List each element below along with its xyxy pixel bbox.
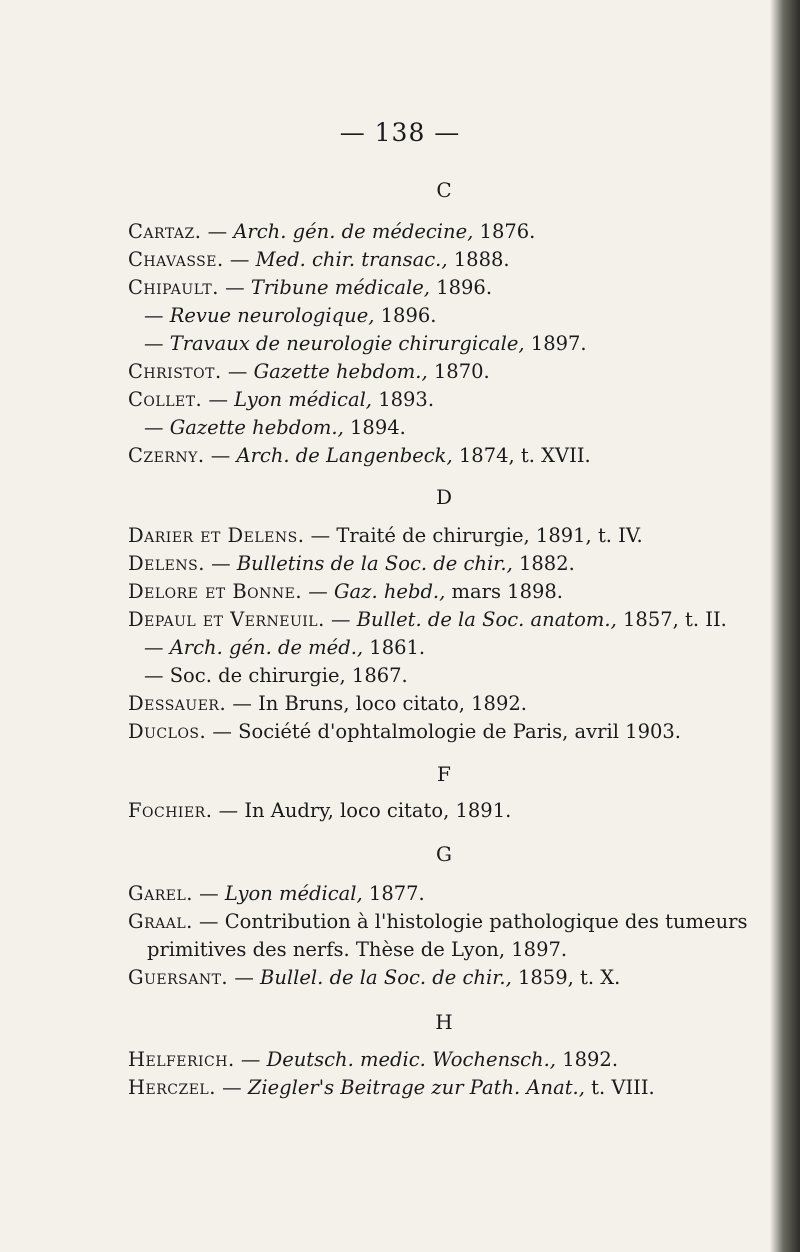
entry-source: Ziegler's Beitrage zur Path. Anat.,: [247, 1076, 585, 1099]
entry-details: mars 1898.: [445, 580, 563, 603]
bibliography-entry: [144, 662, 408, 690]
entry-details: 1861.: [363, 636, 426, 659]
entry-details: 1859, t. X.: [511, 966, 621, 989]
bibliography-entry: [128, 550, 575, 578]
entry-details: 1896.: [374, 304, 437, 327]
entry-source: Med. chir. transac.,: [255, 248, 448, 271]
entry-source: Arch. gén. de médecine,: [233, 220, 474, 243]
entry-source: Lyon médical,: [224, 882, 363, 905]
entry-author: Dessauer.: [128, 692, 227, 715]
entry-author: Garel.: [128, 882, 193, 905]
entry-dash: —: [144, 332, 170, 355]
entry-author: Chavasse.: [128, 248, 224, 271]
entry-dash: —: [304, 524, 337, 547]
bibliography-entry: [128, 1046, 618, 1074]
entry-author: Helferich.: [128, 1048, 235, 1071]
entry-dash: —: [302, 580, 334, 603]
entry-details: Soc. de chirurgie, 1867.: [169, 664, 408, 687]
entry-source: Lyon médical,: [234, 388, 373, 411]
entry-details: Société d'ophtalmologie de Paris, avril 1903.: [238, 720, 681, 743]
entry-author: Depaul et Verneuil.: [128, 608, 325, 631]
entry-details: 1896.: [430, 276, 493, 299]
bibliography-entry: [128, 386, 434, 414]
entry-source: Bullel. de la Soc. de chir.,: [260, 966, 512, 989]
page-number: — 138 —: [339, 118, 461, 147]
bibliography-entry-continuation: [147, 936, 567, 964]
section-heading-c: C: [436, 178, 452, 202]
bibliography-entry: [144, 634, 425, 662]
entry-dash: —: [144, 636, 170, 659]
entry-author: Guersant.: [128, 966, 229, 989]
section-heading-d: D: [435, 485, 453, 509]
entry-author: Herczel.: [128, 1076, 216, 1099]
bibliography-entry: [128, 718, 681, 746]
entry-details: t. VIII.: [584, 1076, 655, 1099]
entry-details: 1874, t. XVII.: [452, 444, 591, 467]
entry-details: Contribution à l'histologie pathologique des tumeurs: [224, 910, 748, 933]
bibliography-entry: [128, 797, 511, 825]
entry-details: 1893.: [372, 388, 435, 411]
entry-source: Tribune médicale,: [250, 276, 430, 299]
entry-source: Gazette hebdom.,: [253, 360, 428, 383]
entry-author: Chipault.: [128, 276, 219, 299]
entry-author: Delore et Bonne.: [128, 580, 303, 603]
bibliography-entry: [128, 246, 510, 274]
bibliography-entry: [144, 414, 406, 442]
entry-source: Bulletins de la Soc. de chir.,: [236, 552, 513, 575]
entry-source: Travaux de neurologie chirurgicale,: [169, 332, 525, 355]
entry-details: 1882.: [512, 552, 575, 575]
section-heading-g: G: [436, 842, 452, 866]
entry-author: Cartaz.: [128, 220, 202, 243]
bibliography-entry: [128, 442, 591, 470]
entry-source: Deutsch. medic. Wochensch.,: [266, 1048, 557, 1071]
entry-dash: —: [204, 552, 237, 575]
entry-author: Fochier.: [128, 799, 213, 822]
entry-details: 1894.: [343, 416, 406, 439]
entry-source: Revue neurologique,: [169, 304, 375, 327]
entry-source: Bullet. de la Soc. anatom.,: [356, 608, 617, 631]
entry-dash: —: [226, 692, 259, 715]
entry-dash: —: [144, 416, 170, 439]
entry-details: 1892.: [556, 1048, 619, 1071]
entry-dash: —: [201, 220, 234, 243]
bibliography-entry: [128, 1074, 655, 1102]
entry-dash: —: [234, 1048, 267, 1071]
entry-dash: —: [192, 882, 225, 905]
entry-source: Arch. de Langenbeck,: [236, 444, 453, 467]
bibliography-entry: [144, 302, 436, 330]
bibliography-entry: [128, 964, 620, 992]
entry-details: primitives des nerfs. Thèse de Lyon, 1897.: [147, 938, 568, 961]
section-heading-f: F: [437, 762, 451, 786]
bibliography-entry: [128, 578, 563, 606]
bibliography-entry: [128, 908, 747, 936]
entry-dash: —: [324, 608, 357, 631]
bibliography-entry: [128, 880, 425, 908]
bibliography-entry: [128, 358, 490, 386]
entry-dash: —: [212, 799, 245, 822]
bibliography-entry: [128, 274, 492, 302]
entry-details: 1876.: [473, 220, 536, 243]
bibliography-entry: [128, 606, 727, 634]
entry-dash: —: [202, 388, 235, 411]
section-heading-h: H: [435, 1010, 453, 1034]
entry-author: Delens.: [128, 552, 205, 575]
entry-dash: —: [228, 966, 261, 989]
bibliography-entry: [128, 218, 535, 246]
entry-author: Collet.: [128, 388, 203, 411]
entry-details: 1857, t. II.: [616, 608, 727, 631]
entry-dash: —: [215, 1076, 248, 1099]
entry-dash: —: [223, 248, 256, 271]
entry-dash: —: [192, 910, 225, 933]
entry-details: 1870.: [427, 360, 490, 383]
entry-dash: —: [204, 444, 237, 467]
entry-details: In Audry, loco citato, 1891.: [244, 799, 512, 822]
entry-source: Gazette hebdom.,: [169, 416, 344, 439]
entry-author: Graal.: [128, 910, 193, 933]
entry-details: 1888.: [447, 248, 510, 271]
bibliography-entry: [144, 330, 587, 358]
entry-details: 1877.: [362, 882, 425, 905]
entry-dash: —: [218, 276, 251, 299]
entry-dash: —: [221, 360, 254, 383]
entry-dash: —: [144, 664, 170, 687]
entry-details: Traité de chirurgie, 1891, t. IV.: [336, 524, 643, 547]
entry-author: Christot.: [128, 360, 222, 383]
entry-details: 1897.: [524, 332, 587, 355]
entry-source: Gaz. hebd.,: [333, 580, 446, 603]
entry-author: Czerny.: [128, 444, 205, 467]
entry-dash: —: [144, 304, 170, 327]
bibliography-entry: [128, 522, 643, 550]
entry-author: Darier et Delens.: [128, 524, 305, 547]
entry-author: Duclos.: [128, 720, 207, 743]
entry-dash: —: [206, 720, 239, 743]
entry-source: Arch. gén. de méd.,: [169, 636, 364, 659]
entry-details: In Bruns, loco citato, 1892.: [258, 692, 527, 715]
bibliography-entry: [128, 690, 527, 718]
